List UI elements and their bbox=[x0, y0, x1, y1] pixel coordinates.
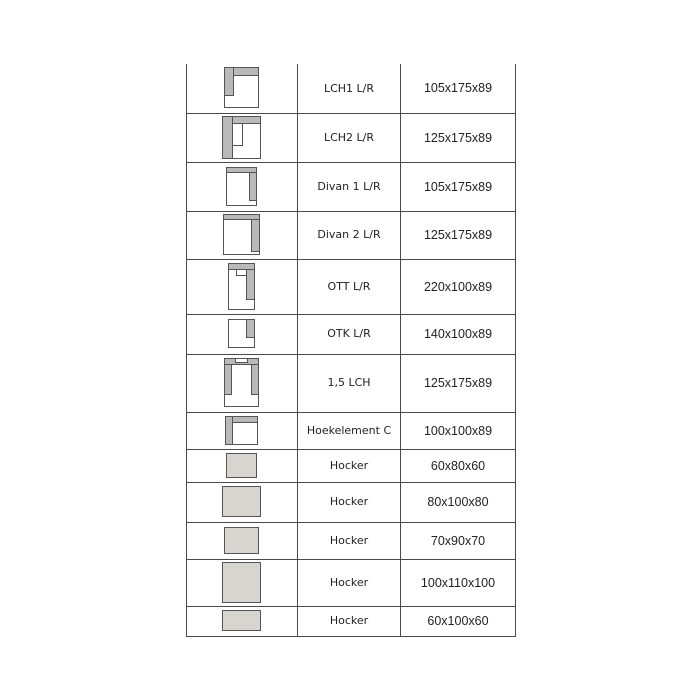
module-part bbox=[225, 365, 232, 395]
module-dimensions: 105x175x89 bbox=[401, 64, 516, 113]
module-part bbox=[247, 269, 255, 299]
module-part bbox=[223, 562, 261, 602]
divan-right-icon bbox=[226, 167, 258, 207]
module-dimensions: 125x175x89 bbox=[401, 354, 516, 412]
module-part bbox=[237, 269, 247, 275]
module-dimensions: 70x90x70 bbox=[401, 522, 516, 559]
table-row bbox=[187, 211, 516, 259]
module-icon-cell bbox=[187, 314, 298, 354]
module-icon-cell bbox=[187, 113, 298, 162]
divan-right-wide-icon bbox=[223, 214, 261, 256]
module-dimensions: 125x175x89 bbox=[401, 211, 516, 259]
module-dimensions: 60x80x60 bbox=[401, 449, 516, 482]
module-icon-cell bbox=[187, 211, 298, 259]
module-table-body bbox=[187, 64, 516, 636]
hocker-wide-icon bbox=[222, 610, 262, 632]
hocker-compact-icon bbox=[224, 527, 260, 555]
table-row bbox=[187, 259, 516, 314]
module-name: Hocker bbox=[298, 449, 401, 482]
module-name: Divan 1 L/R bbox=[298, 162, 401, 211]
table-row bbox=[187, 354, 516, 412]
hocker-medium-icon bbox=[222, 486, 262, 518]
module-dimension-table bbox=[186, 64, 516, 637]
module-icon-cell bbox=[187, 449, 298, 482]
chaise-left-icon bbox=[224, 67, 260, 109]
module-part bbox=[226, 416, 233, 444]
module-icon-cell bbox=[187, 482, 298, 522]
corner-element-icon bbox=[225, 416, 259, 446]
module-dimensions: 125x175x89 bbox=[401, 113, 516, 162]
one-half-chaise-icon bbox=[224, 358, 260, 408]
hocker-large-icon bbox=[222, 562, 262, 604]
module-dimensions: 105x175x89 bbox=[401, 162, 516, 211]
module-part bbox=[227, 167, 257, 172]
module-part bbox=[224, 215, 260, 220]
module-name: Hoekelement C bbox=[298, 412, 401, 449]
module-name: OTT L/R bbox=[298, 259, 401, 314]
module-name: Hocker bbox=[298, 522, 401, 559]
table-row bbox=[187, 314, 516, 354]
module-name: Divan 2 L/R bbox=[298, 211, 401, 259]
module-icon-cell bbox=[187, 259, 298, 314]
table-row bbox=[187, 522, 516, 559]
ottoman-right-icon bbox=[228, 263, 256, 311]
module-icon-cell bbox=[187, 64, 298, 113]
module-dimensions: 80x100x80 bbox=[401, 482, 516, 522]
table-row bbox=[187, 449, 516, 482]
table-row bbox=[187, 162, 516, 211]
module-name: 1,5 LCH bbox=[298, 354, 401, 412]
ottoman-short-right-icon bbox=[228, 319, 256, 349]
module-part bbox=[250, 172, 257, 200]
module-part bbox=[225, 527, 259, 553]
table-row bbox=[187, 412, 516, 449]
table-row bbox=[187, 482, 516, 522]
module-icon-cell bbox=[187, 606, 298, 636]
module-part bbox=[227, 453, 257, 477]
module-dimensions: 140x100x89 bbox=[401, 314, 516, 354]
module-dimensions: 220x100x89 bbox=[401, 259, 516, 314]
module-name: OTK L/R bbox=[298, 314, 401, 354]
module-name: Hocker bbox=[298, 482, 401, 522]
module-part bbox=[252, 220, 260, 252]
module-name: Hocker bbox=[298, 606, 401, 636]
module-dimensions: 100x110x100 bbox=[401, 559, 516, 606]
module-dimensions: 60x100x60 bbox=[401, 606, 516, 636]
module-part bbox=[225, 68, 234, 96]
module-part bbox=[252, 365, 259, 395]
module-name: Hocker bbox=[298, 559, 401, 606]
module-part bbox=[229, 263, 255, 269]
module-name: LCH2 L/R bbox=[298, 113, 401, 162]
module-name: LCH1 L/R bbox=[298, 64, 401, 113]
table-row bbox=[187, 64, 516, 113]
module-part bbox=[223, 611, 261, 631]
module-icon-cell bbox=[187, 162, 298, 211]
module-part bbox=[233, 123, 243, 145]
module-icon-cell bbox=[187, 559, 298, 606]
module-part bbox=[223, 487, 261, 517]
module-icon-cell bbox=[187, 354, 298, 412]
module-part bbox=[236, 359, 248, 363]
module-dimensions: 100x100x89 bbox=[401, 412, 516, 449]
module-part bbox=[247, 320, 255, 338]
module-icon-cell bbox=[187, 522, 298, 559]
table-row bbox=[187, 559, 516, 606]
module-icon-cell bbox=[187, 412, 298, 449]
hocker-small-icon bbox=[226, 453, 258, 479]
chaise-left-wide-icon bbox=[222, 116, 262, 160]
table-row bbox=[187, 113, 516, 162]
table-row bbox=[187, 606, 516, 636]
module-part bbox=[223, 116, 233, 158]
